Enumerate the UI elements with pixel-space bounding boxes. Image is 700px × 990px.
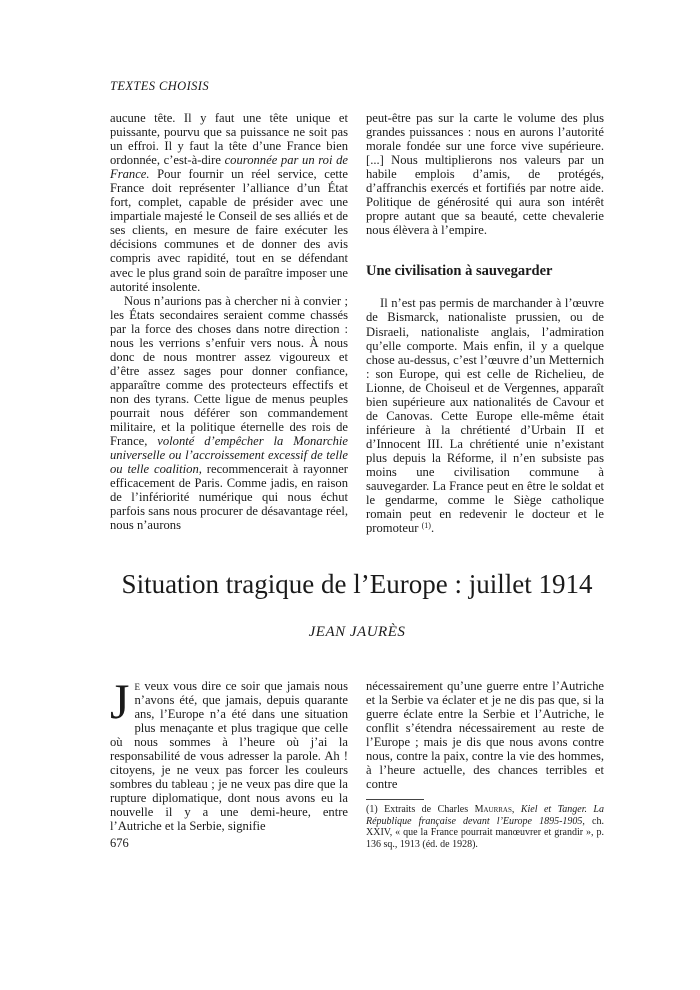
column-bottom-left bbox=[110, 673, 348, 834]
footnote bbox=[366, 804, 604, 850]
running-head: TEXTES CHOISIS bbox=[110, 79, 210, 93]
text-run: Extraits de Charles bbox=[377, 804, 475, 816]
text-run: . bbox=[430, 521, 435, 536]
paragraph bbox=[110, 294, 348, 533]
paragraph: peut-être pas sur la carte le volume des plus grandes puissances : nous en aurons l’autorité morale fondée sur une force vive supérieure. [...] Nous multiplierons nos valeurs par un habile emplois d’amis, de protégés, d’affranchis exercés et fortifiés par notre aide. Politique de générosité qui aura son intérêt propre autant que sa beauté, cette chevalerie nous élèvera à l’empire. bbox=[366, 111, 604, 238]
text-run: veux vous dire ce soir que jamais nous n’avons été, que jamais, depuis quarante ans, l’Europe n’a été dans une situation plus menaçante et plus tragique que celle où nous sommes à l’heure où j’ai la responsabilité de vous adresser la parole. Ah ! citoyens, je ne veux pas forcer les couleurs sombres du tableau ; je ne veux pas dire que la rupture diplomatique, dont nous avons eu la nouvelle il y a une demi-heure, entre l’Autriche et la Serbie, signifie bbox=[110, 679, 348, 834]
footnote-author: Maurras bbox=[474, 804, 512, 816]
page-number: 676 bbox=[110, 836, 129, 850]
column-top-left bbox=[110, 111, 348, 532]
paragraph bbox=[110, 111, 348, 294]
emphasis: couronnée par un roi de France. bbox=[110, 153, 348, 182]
column-top-right bbox=[366, 111, 604, 535]
text-run: Il n’est pas permis de marchander à l’œuvre de Bismarck, nationaliste prussien, ou de Disraeli, nationaliste anglais, l’admiration qu’elle comporte. Mais enfin, il y a quelque chose au-dessus, c’est l’œuvre d’un Metternich : son Europe, qui est celle de Richelieu, de Lionne, de Choiseul et de Vergennes, apparaît bien supérieure aux nationalités de Cavour et de Canovas. Cette Europe elle-même était inférieure à la chrétienté d’Urbain II et d’Innocent III. La chrétienté unie n’existant plus depuis la Réforme, il n’en subsiste pas moins une civilisation commune à sauvegarder. La France peut en être le soldat et le gendarme, comme le Siège catholique romain peut en redevenir le docteur et le promoteur bbox=[366, 296, 604, 536]
drop-cap: J bbox=[110, 673, 130, 729]
paragraph bbox=[110, 673, 348, 834]
text-run: Nous n’aurions pas à chercher ni à convier ; les États secondaires seraient comme chassés par la force des choses dans notre direction : nous les verrions s’enfuir vers nous. À nous donc de nous montrer assez vigoureux et d’être assez sages pour donner confiance, apparaître comme des protecteurs effectifs et non des tyrans. Cette ligue de menus peuples pourrait nous déférer son commandement militaire, et la politique éternelle des rois de France, bbox=[110, 293, 348, 449]
column-bottom-right bbox=[366, 679, 604, 850]
article-author: JEAN JAURÈS bbox=[308, 624, 406, 640]
text-run: recommencerait à rayonner efficacement de Paris. Comme jadis, en raison de l’infériorité numérique qui nous échut parfois sans nous procurer de désavantage réel, nous n’aurons bbox=[110, 462, 348, 533]
footnote-number: (1) bbox=[366, 804, 378, 816]
first-word: e bbox=[134, 679, 140, 693]
paragraph bbox=[366, 296, 604, 535]
article-title: Situation tragique de l’Europe : juillet 1914 bbox=[121, 569, 593, 599]
footnote-divider bbox=[366, 799, 424, 800]
section-subheading: Une civilisation à sauvegarder bbox=[366, 263, 553, 280]
text-run: , bbox=[511, 804, 521, 816]
text-run: Pour fournir un réel service, cette France doit représenter l’alliance d’un État fort, complet, capable de présider avec une impartiale majesté le Conseil de ses alliés et de ses clients, en mesure de faire exécuter les décisions communes et de donner des avis compris avec rapidité, tout en se défendant avec le plus grand soin de paraître imposer une autorité insolente. bbox=[110, 167, 348, 294]
text-run: , ch. XXIV, « que la France pourrait manœuvrer et grandir », p. 136 sq., 1913 (éd. de 1928). bbox=[366, 815, 604, 850]
footnote-title: Kiel et Tanger. La République française devant l’Europe 1895-1905 bbox=[366, 804, 604, 827]
footnote-reference[interactable]: (1) bbox=[421, 521, 431, 531]
paragraph: nécessairement qu’une guerre entre l’Autriche et la Serbie va éclater et je ne dis pas que, si la guerre éclate entre la Serbie et l’Autriche, le conflit s’étendra nécessairement au reste de l’Europe ; mais je dis que nous avons contre nous, contre la paix, contre la vie des hommes, à l’heure actuelle, des chances terribles et contre bbox=[366, 679, 604, 792]
text-run: aucune tête. Il y faut une tête unique et puissante, pourvu que sa puissance ne soit pas un effroi. Il y faut la tête d’une France bien ordonnée, c’est-à-dire bbox=[110, 111, 348, 168]
emphasis: volonté d’empêcher la Monarchie universelle ou l’accroissement excessif de telle ou telle coalition, bbox=[110, 434, 349, 477]
